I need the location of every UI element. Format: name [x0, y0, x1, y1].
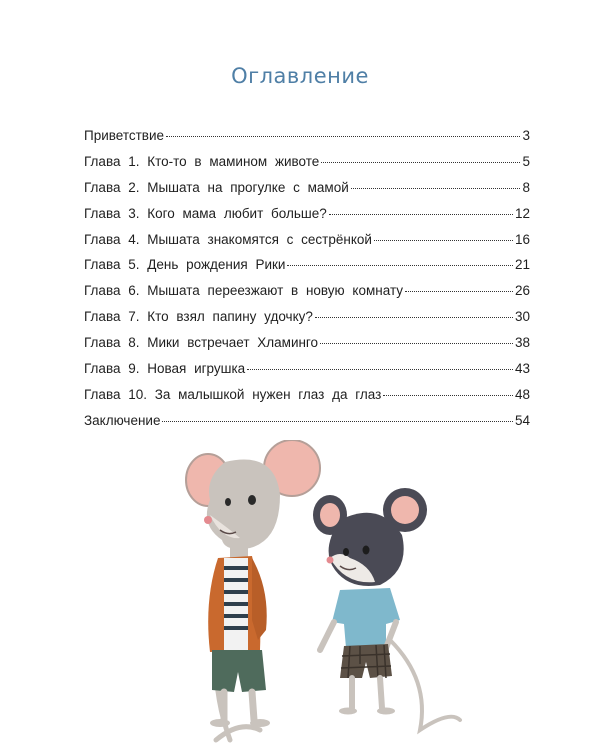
- toc-entry-page: 8: [522, 179, 530, 195]
- toc-entry-label: Глава 9. Новая игрушка: [84, 361, 246, 377]
- dot-leader: [166, 136, 520, 137]
- two-mice-illustration-icon: [180, 440, 480, 745]
- toc-entry-label: Глава 8. Мики встречает Хламинго: [84, 335, 319, 351]
- toc-entry[interactable]: [84, 387, 530, 413]
- toc-entry-page: 26: [514, 283, 530, 299]
- toc-entry-label: Глава 1. Кто-то в мамином животе: [84, 153, 320, 169]
- small-mouse: [313, 488, 460, 730]
- toc-entry-label: Глава 3. Кого мама любит больше?: [84, 205, 327, 221]
- toc-entry-label: Заключение: [84, 412, 161, 428]
- toc-entry[interactable]: [84, 413, 530, 439]
- toc-entry[interactable]: [84, 154, 530, 180]
- toc-entry-page: 48: [514, 386, 530, 402]
- toc-entry[interactable]: [84, 128, 530, 154]
- toc-entry-page: 30: [514, 309, 530, 325]
- dot-leader: [383, 395, 513, 396]
- toc-entry-label: Глава 10. За малышкой нужен глаз да глаз: [84, 386, 382, 402]
- page-title: Оглавление: [231, 64, 369, 88]
- toc-entry-label: Глава 5. День рождения Рики: [84, 257, 286, 273]
- table-of-contents: [84, 128, 530, 439]
- toc-entry-label: Глава 6. Мышата переезжают в новую комнату: [84, 283, 404, 299]
- dot-leader: [247, 369, 513, 370]
- tall-mouse: [186, 440, 320, 740]
- toc-entry-page: 16: [514, 231, 530, 247]
- toc-entry-label: Глава 4. Мышата знакомятся с сестрёнкой: [84, 231, 372, 247]
- toc-entry-page: 38: [514, 335, 530, 351]
- toc-entry-page: 54: [514, 412, 530, 428]
- toc-entry[interactable]: [84, 180, 530, 206]
- toc-entry-label: Приветствие: [84, 128, 165, 143]
- dot-leader: [374, 240, 513, 241]
- toc-entry[interactable]: [84, 283, 530, 309]
- dot-leader: [329, 214, 513, 215]
- dot-leader: [162, 421, 512, 422]
- toc-entry-page: 21: [514, 257, 530, 273]
- toc-entry[interactable]: [84, 361, 530, 387]
- toc-entry-page: 12: [514, 205, 530, 221]
- toc-entry-label: Глава 7. Кто взял папину удочку?: [84, 309, 313, 325]
- toc-entry[interactable]: [84, 309, 530, 335]
- toc-entry-page: 3: [522, 128, 530, 143]
- toc-entry[interactable]: [84, 232, 530, 258]
- toc-entry-page: 43: [514, 361, 530, 377]
- dot-leader: [315, 317, 513, 318]
- toc-entry[interactable]: [84, 335, 530, 361]
- dot-leader: [320, 343, 513, 344]
- dot-leader: [321, 162, 520, 163]
- dot-leader: [287, 265, 513, 266]
- dot-leader: [351, 188, 521, 189]
- toc-entry[interactable]: [84, 206, 530, 232]
- toc-entry-page: 5: [522, 153, 530, 169]
- toc-entry[interactable]: [84, 257, 530, 283]
- dot-leader: [405, 291, 513, 292]
- toc-entry-label: Глава 2. Мышата на прогулке с мамой: [84, 179, 349, 195]
